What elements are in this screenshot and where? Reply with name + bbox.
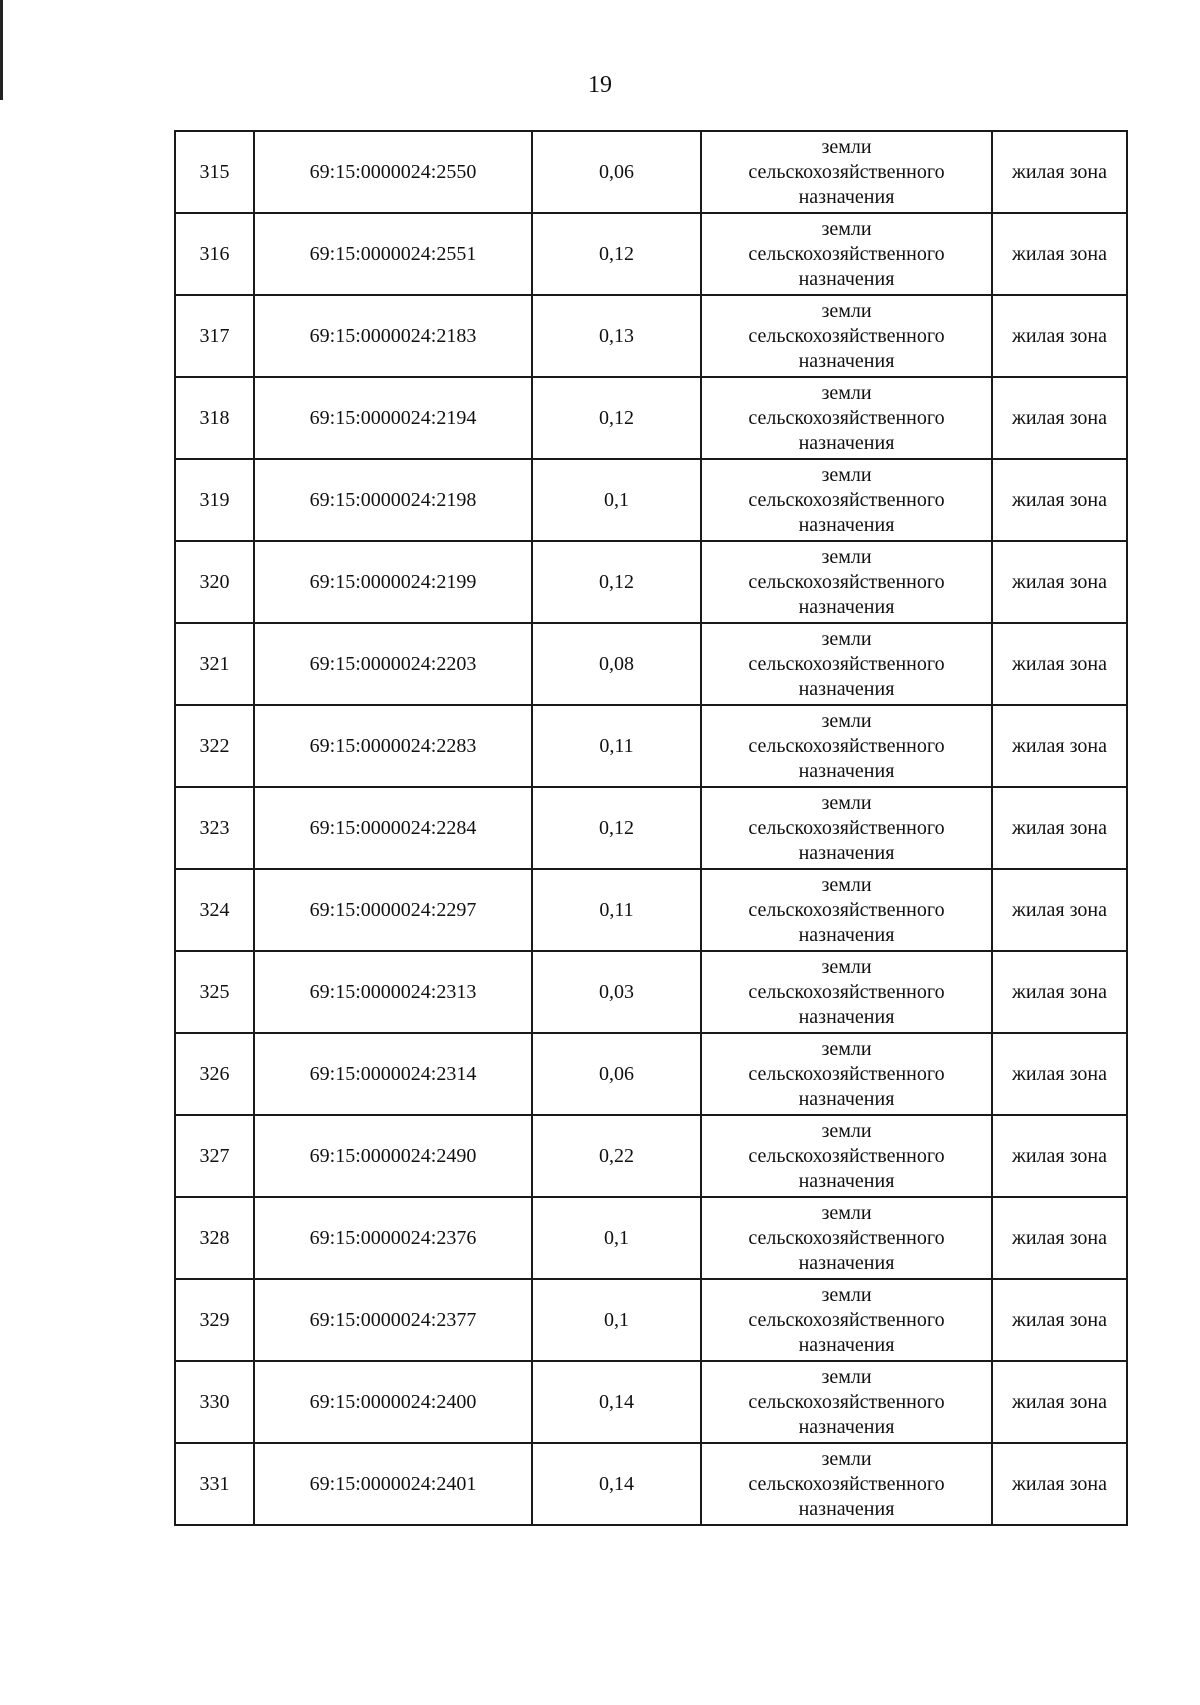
table-row	[175, 951, 1127, 1033]
land-category-line: земли	[821, 1283, 872, 1306]
land-category-line: земли	[821, 299, 872, 322]
land-category-cell	[701, 1115, 992, 1197]
land-category-line: сельскохозяйственного	[748, 898, 945, 921]
row-number-cell: 330	[175, 1361, 254, 1443]
land-category-line: сельскохозяйственного	[748, 1144, 945, 1167]
land-category-cell	[701, 377, 992, 459]
land-category-line: земли	[821, 545, 872, 568]
land-category-line: назначения	[798, 1333, 895, 1356]
cadastral-number-cell: 69:15:0000024:2376	[254, 1197, 532, 1279]
cadastral-number-cell: 69:15:0000024:2313	[254, 951, 532, 1033]
area-cell: 0,11	[532, 869, 701, 951]
zone-cell: жилая зона	[992, 1033, 1127, 1115]
land-category-cell	[701, 1197, 992, 1279]
land-category-line: земли	[821, 135, 872, 158]
row-number-cell: 315	[175, 131, 254, 213]
cadastral-number-cell: 69:15:0000024:2297	[254, 869, 532, 951]
cadastral-number-cell: 69:15:0000024:2401	[254, 1443, 532, 1525]
zone-cell: жилая зона	[992, 1197, 1127, 1279]
cadastral-number-cell: 69:15:0000024:2183	[254, 295, 532, 377]
land-category-line: назначения	[798, 431, 895, 454]
area-cell: 0,06	[532, 1033, 701, 1115]
row-number-cell: 322	[175, 705, 254, 787]
land-category-cell	[701, 1279, 992, 1361]
land-category-cell	[701, 623, 992, 705]
cadastral-number-cell: 69:15:0000024:2400	[254, 1361, 532, 1443]
cadastral-number-cell: 69:15:0000024:2314	[254, 1033, 532, 1115]
land-category-line: земли	[821, 627, 872, 650]
row-number-cell: 325	[175, 951, 254, 1033]
land-category-line: сельскохозяйственного	[748, 1062, 945, 1085]
area-cell: 0,11	[532, 705, 701, 787]
zone-cell: жилая зона	[992, 869, 1127, 951]
table-row	[175, 459, 1127, 541]
row-number-cell: 318	[175, 377, 254, 459]
area-cell: 0,1	[532, 459, 701, 541]
table-row	[175, 787, 1127, 869]
zone-cell: жилая зона	[992, 1443, 1127, 1525]
area-cell: 0,1	[532, 1279, 701, 1361]
area-cell: 0,06	[532, 131, 701, 213]
land-category-cell	[701, 1443, 992, 1525]
table-row	[175, 131, 1127, 213]
land-category-line: назначения	[798, 759, 895, 782]
zone-cell: жилая зона	[992, 951, 1127, 1033]
land-category-line: сельскохозяйственного	[748, 324, 945, 347]
table-row	[175, 1115, 1127, 1197]
cadastral-number-cell: 69:15:0000024:2198	[254, 459, 532, 541]
row-number-cell: 319	[175, 459, 254, 541]
table-body	[175, 131, 1127, 1525]
row-number-cell: 326	[175, 1033, 254, 1115]
land-category-cell	[701, 1361, 992, 1443]
table-row	[175, 1443, 1127, 1525]
page-number: 19	[588, 72, 612, 98]
zone-cell: жилая зона	[992, 131, 1127, 213]
area-cell: 0,12	[532, 377, 701, 459]
land-category-cell	[701, 1033, 992, 1115]
area-cell: 0,12	[532, 787, 701, 869]
zone-cell: жилая зона	[992, 541, 1127, 623]
land-category-line: земли	[821, 217, 872, 240]
table-row	[175, 213, 1127, 295]
cadastral-number-cell: 69:15:0000024:2284	[254, 787, 532, 869]
area-cell: 0,14	[532, 1361, 701, 1443]
table-row	[175, 295, 1127, 377]
land-category-line: земли	[821, 1037, 872, 1060]
row-number-cell: 316	[175, 213, 254, 295]
land-category-cell	[701, 951, 992, 1033]
land-category-line: сельскохозяйственного	[748, 1308, 945, 1331]
zone-cell: жилая зона	[992, 295, 1127, 377]
zone-cell: жилая зона	[992, 213, 1127, 295]
cadastral-number-cell: 69:15:0000024:2550	[254, 131, 532, 213]
land-category-line: назначения	[798, 1087, 895, 1110]
land-category-line: сельскохозяйственного	[748, 242, 945, 265]
row-number-cell: 321	[175, 623, 254, 705]
row-number-cell: 324	[175, 869, 254, 951]
table-row	[175, 869, 1127, 951]
land-category-line: сельскохозяйственного	[748, 406, 945, 429]
row-number-cell: 323	[175, 787, 254, 869]
table-row	[175, 705, 1127, 787]
table-row	[175, 623, 1127, 705]
area-cell: 0,14	[532, 1443, 701, 1525]
land-plots-table	[174, 130, 1128, 1526]
land-category-line: назначения	[798, 349, 895, 372]
land-category-line: сельскохозяйственного	[748, 1226, 945, 1249]
cadastral-number-cell: 69:15:0000024:2194	[254, 377, 532, 459]
land-category-line: назначения	[798, 1005, 895, 1028]
land-category-line: сельскохозяйственного	[748, 1390, 945, 1413]
land-category-line: назначения	[798, 1415, 895, 1438]
land-category-cell	[701, 705, 992, 787]
land-category-line: сельскохозяйственного	[748, 160, 945, 183]
row-number-cell: 328	[175, 1197, 254, 1279]
table-row	[175, 377, 1127, 459]
zone-cell: жилая зона	[992, 787, 1127, 869]
land-category-line: земли	[821, 955, 872, 978]
row-number-cell: 331	[175, 1443, 254, 1525]
land-category-line: назначения	[798, 513, 895, 536]
table-row	[175, 541, 1127, 623]
area-cell: 0,12	[532, 541, 701, 623]
zone-cell: жилая зона	[992, 705, 1127, 787]
area-cell: 0,12	[532, 213, 701, 295]
land-category-line: назначения	[798, 595, 895, 618]
cadastral-number-cell: 69:15:0000024:2283	[254, 705, 532, 787]
land-category-line: сельскохозяйственного	[748, 1472, 945, 1495]
land-category-cell	[701, 541, 992, 623]
land-category-line: назначения	[798, 1497, 895, 1520]
land-category-line: назначения	[798, 1169, 895, 1192]
land-category-cell	[701, 295, 992, 377]
land-category-line: сельскохозяйственного	[748, 488, 945, 511]
land-category-line: сельскохозяйственного	[748, 570, 945, 593]
row-number-cell: 320	[175, 541, 254, 623]
land-category-line: назначения	[798, 267, 895, 290]
cadastral-number-cell: 69:15:0000024:2377	[254, 1279, 532, 1361]
cadastral-number-cell: 69:15:0000024:2551	[254, 213, 532, 295]
cadastral-number-cell: 69:15:0000024:2203	[254, 623, 532, 705]
land-category-cell	[701, 213, 992, 295]
table-row	[175, 1033, 1127, 1115]
land-category-line: назначения	[798, 185, 895, 208]
land-category-line: назначения	[798, 923, 895, 946]
cadastral-number-cell: 69:15:0000024:2490	[254, 1115, 532, 1197]
land-category-line: земли	[821, 791, 872, 814]
area-cell: 0,13	[532, 295, 701, 377]
zone-cell: жилая зона	[992, 1279, 1127, 1361]
land-category-line: сельскохозяйственного	[748, 734, 945, 757]
zone-cell: жилая зона	[992, 1361, 1127, 1443]
land-category-line: земли	[821, 1447, 872, 1470]
zone-cell: жилая зона	[992, 459, 1127, 541]
land-category-line: земли	[821, 381, 872, 404]
land-category-line: сельскохозяйственного	[748, 652, 945, 675]
land-category-cell	[701, 869, 992, 951]
land-category-cell	[701, 131, 992, 213]
area-cell: 0,08	[532, 623, 701, 705]
land-category-line: назначения	[798, 677, 895, 700]
row-number-cell: 327	[175, 1115, 254, 1197]
land-category-line: сельскохозяйственного	[748, 980, 945, 1003]
area-cell: 0,22	[532, 1115, 701, 1197]
row-number-cell: 317	[175, 295, 254, 377]
land-category-line: земли	[821, 1201, 872, 1224]
land-category-line: земли	[821, 1119, 872, 1142]
zone-cell: жилая зона	[992, 1115, 1127, 1197]
land-category-line: сельскохозяйственного	[748, 816, 945, 839]
cadastral-number-cell: 69:15:0000024:2199	[254, 541, 532, 623]
table-row	[175, 1361, 1127, 1443]
zone-cell: жилая зона	[992, 377, 1127, 459]
land-category-line: назначения	[798, 841, 895, 864]
land-category-line: назначения	[798, 1251, 895, 1274]
table-row	[175, 1197, 1127, 1279]
table-row	[175, 1279, 1127, 1361]
land-category-line: земли	[821, 463, 872, 486]
row-number-cell: 329	[175, 1279, 254, 1361]
area-cell: 0,03	[532, 951, 701, 1033]
land-category-cell	[701, 787, 992, 869]
zone-cell: жилая зона	[992, 623, 1127, 705]
land-category-line: земли	[821, 1365, 872, 1388]
land-category-line: земли	[821, 873, 872, 896]
area-cell: 0,1	[532, 1197, 701, 1279]
land-category-cell	[701, 459, 992, 541]
land-category-line: земли	[821, 709, 872, 732]
